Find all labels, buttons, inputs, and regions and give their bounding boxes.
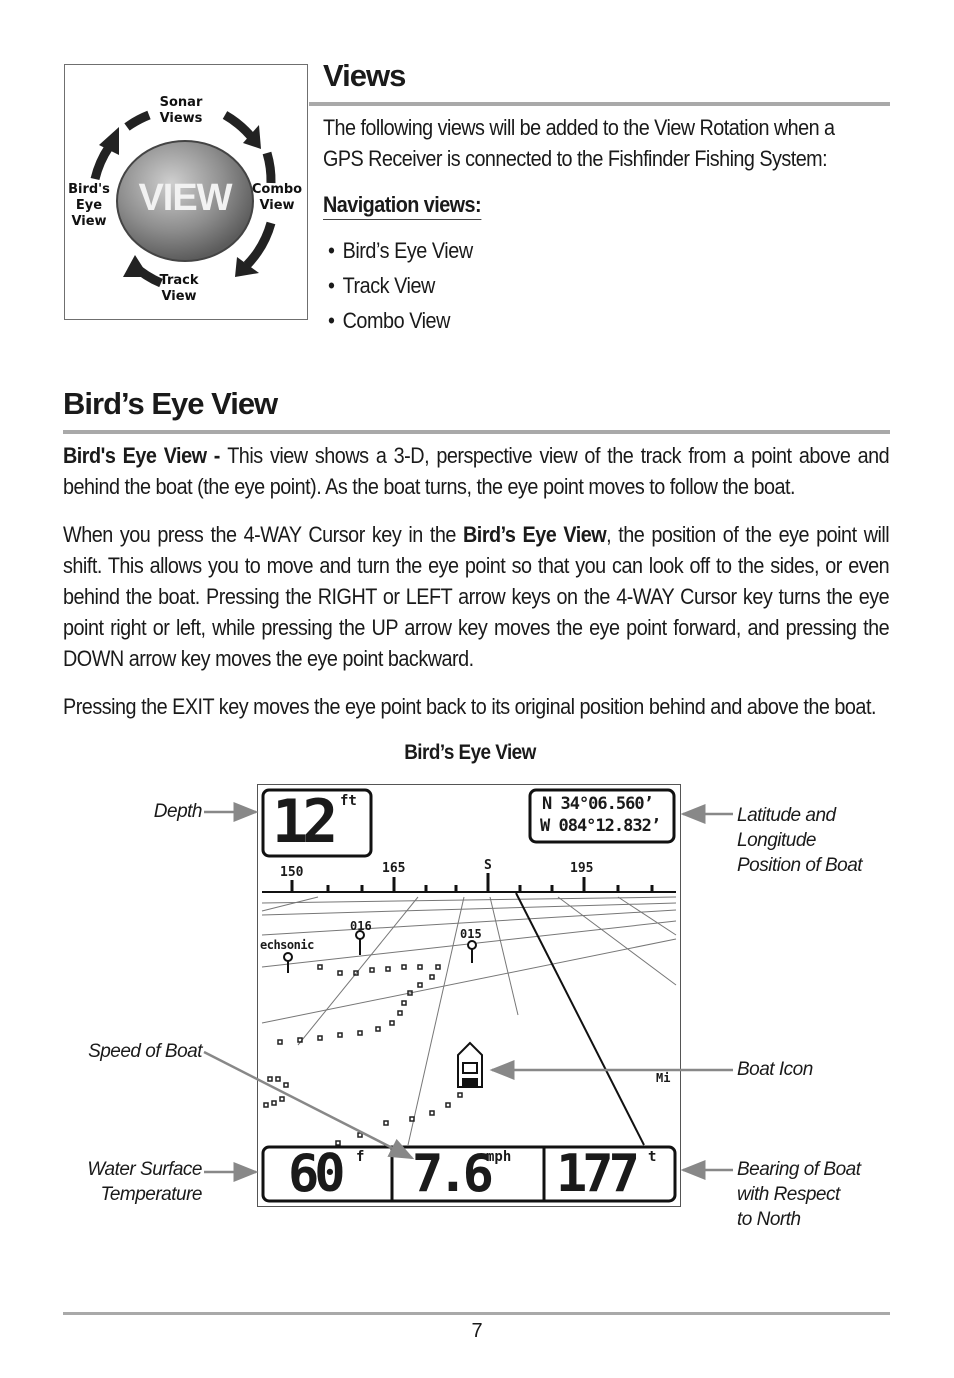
- bearing-callout: Bearing of Boat with Respect to North: [737, 1159, 861, 1230]
- lat-lon-callout: Latitude and Longitude Position of Boat: [737, 805, 863, 876]
- birds-eye-heading: Bird’s Eye View: [63, 386, 278, 421]
- compass-tick-label: 165: [382, 861, 406, 876]
- waypoint-label: 016: [350, 919, 372, 933]
- speed-value: 7.6: [412, 1144, 488, 1204]
- page-number: 7: [471, 1320, 483, 1342]
- waypoint-name: echsonic: [260, 938, 314, 952]
- compass-tick-label: S: [484, 858, 492, 873]
- compass-tick-label: 150: [280, 865, 304, 880]
- depth-callout: Depth: [153, 801, 202, 822]
- water-temp-callout: Water Surface Temperature: [87, 1159, 202, 1205]
- list-item: • Bird’s Eye View: [328, 233, 473, 268]
- bearing-value: 177: [556, 1144, 635, 1204]
- birds-eye-paragraph-1: Bird's Eye View - This view shows a 3-D, perspective view of the track from a point above and behind the boat (the eye point). As the boat turns, the eye point moves to follow the boat.: [63, 443, 890, 499]
- view-button-label: VIEW: [138, 177, 232, 219]
- depth-unit: ft: [340, 793, 357, 809]
- birds-eye-paragraph-3: Pressing the EXIT key moves the eye point back to its original position behind and above the boat.: [63, 694, 876, 719]
- views-heading: Views: [323, 58, 406, 93]
- footer-rule: [63, 1312, 890, 1315]
- combo-view-label: Combo View: [251, 182, 303, 213]
- boat-icon-callout: Boat Icon: [737, 1059, 813, 1080]
- figure-caption: Bird’s Eye View: [404, 741, 536, 764]
- speed-callout: Speed of Boat: [88, 1041, 202, 1062]
- compass-tick-label: 195: [570, 861, 594, 876]
- list-item: • Combo View: [328, 303, 473, 338]
- scale-label: Mi: [656, 1071, 671, 1085]
- waypoint-label: 015: [460, 927, 482, 941]
- depth-value: 12: [272, 787, 333, 857]
- longitude-value: W 084°12.832’: [540, 816, 661, 836]
- track-view-label: Track View: [159, 273, 199, 304]
- bearing-unit: t: [648, 1149, 657, 1165]
- speed-unit: mph: [486, 1149, 512, 1165]
- water-temp-value: 60: [288, 1144, 341, 1204]
- sonar-views-label: Sonar Views: [159, 95, 203, 126]
- list-item: • Track View: [328, 268, 473, 303]
- latitude-value: N 34°06.560’: [542, 794, 653, 814]
- navigation-views-title: Navigation views:: [323, 192, 481, 220]
- views-intro-text: The following views will be added to the View Rotation when a GPS Receiver is connected to the Fishfinder Fishing System:: [323, 115, 835, 171]
- birds-eye-paragraph-2: When you press the 4-WAY Cursor key in the Bird’s Eye View, the position of the eye point will shift. This allows you to move and turn the eye point so that you can look off to the sides, or even behind the boat. Pressing the RIGHT or LEFT arrow keys on the 4-WAY Cursor key turns the eye point right or left, while pressing the UP arrow key moves the eye point forward, and pressing the DOWN arrow key moves the eye point backward.: [63, 522, 890, 671]
- birds-eye-view-label: Bird's Eye View: [68, 182, 110, 229]
- water-temp-unit: f: [356, 1149, 365, 1165]
